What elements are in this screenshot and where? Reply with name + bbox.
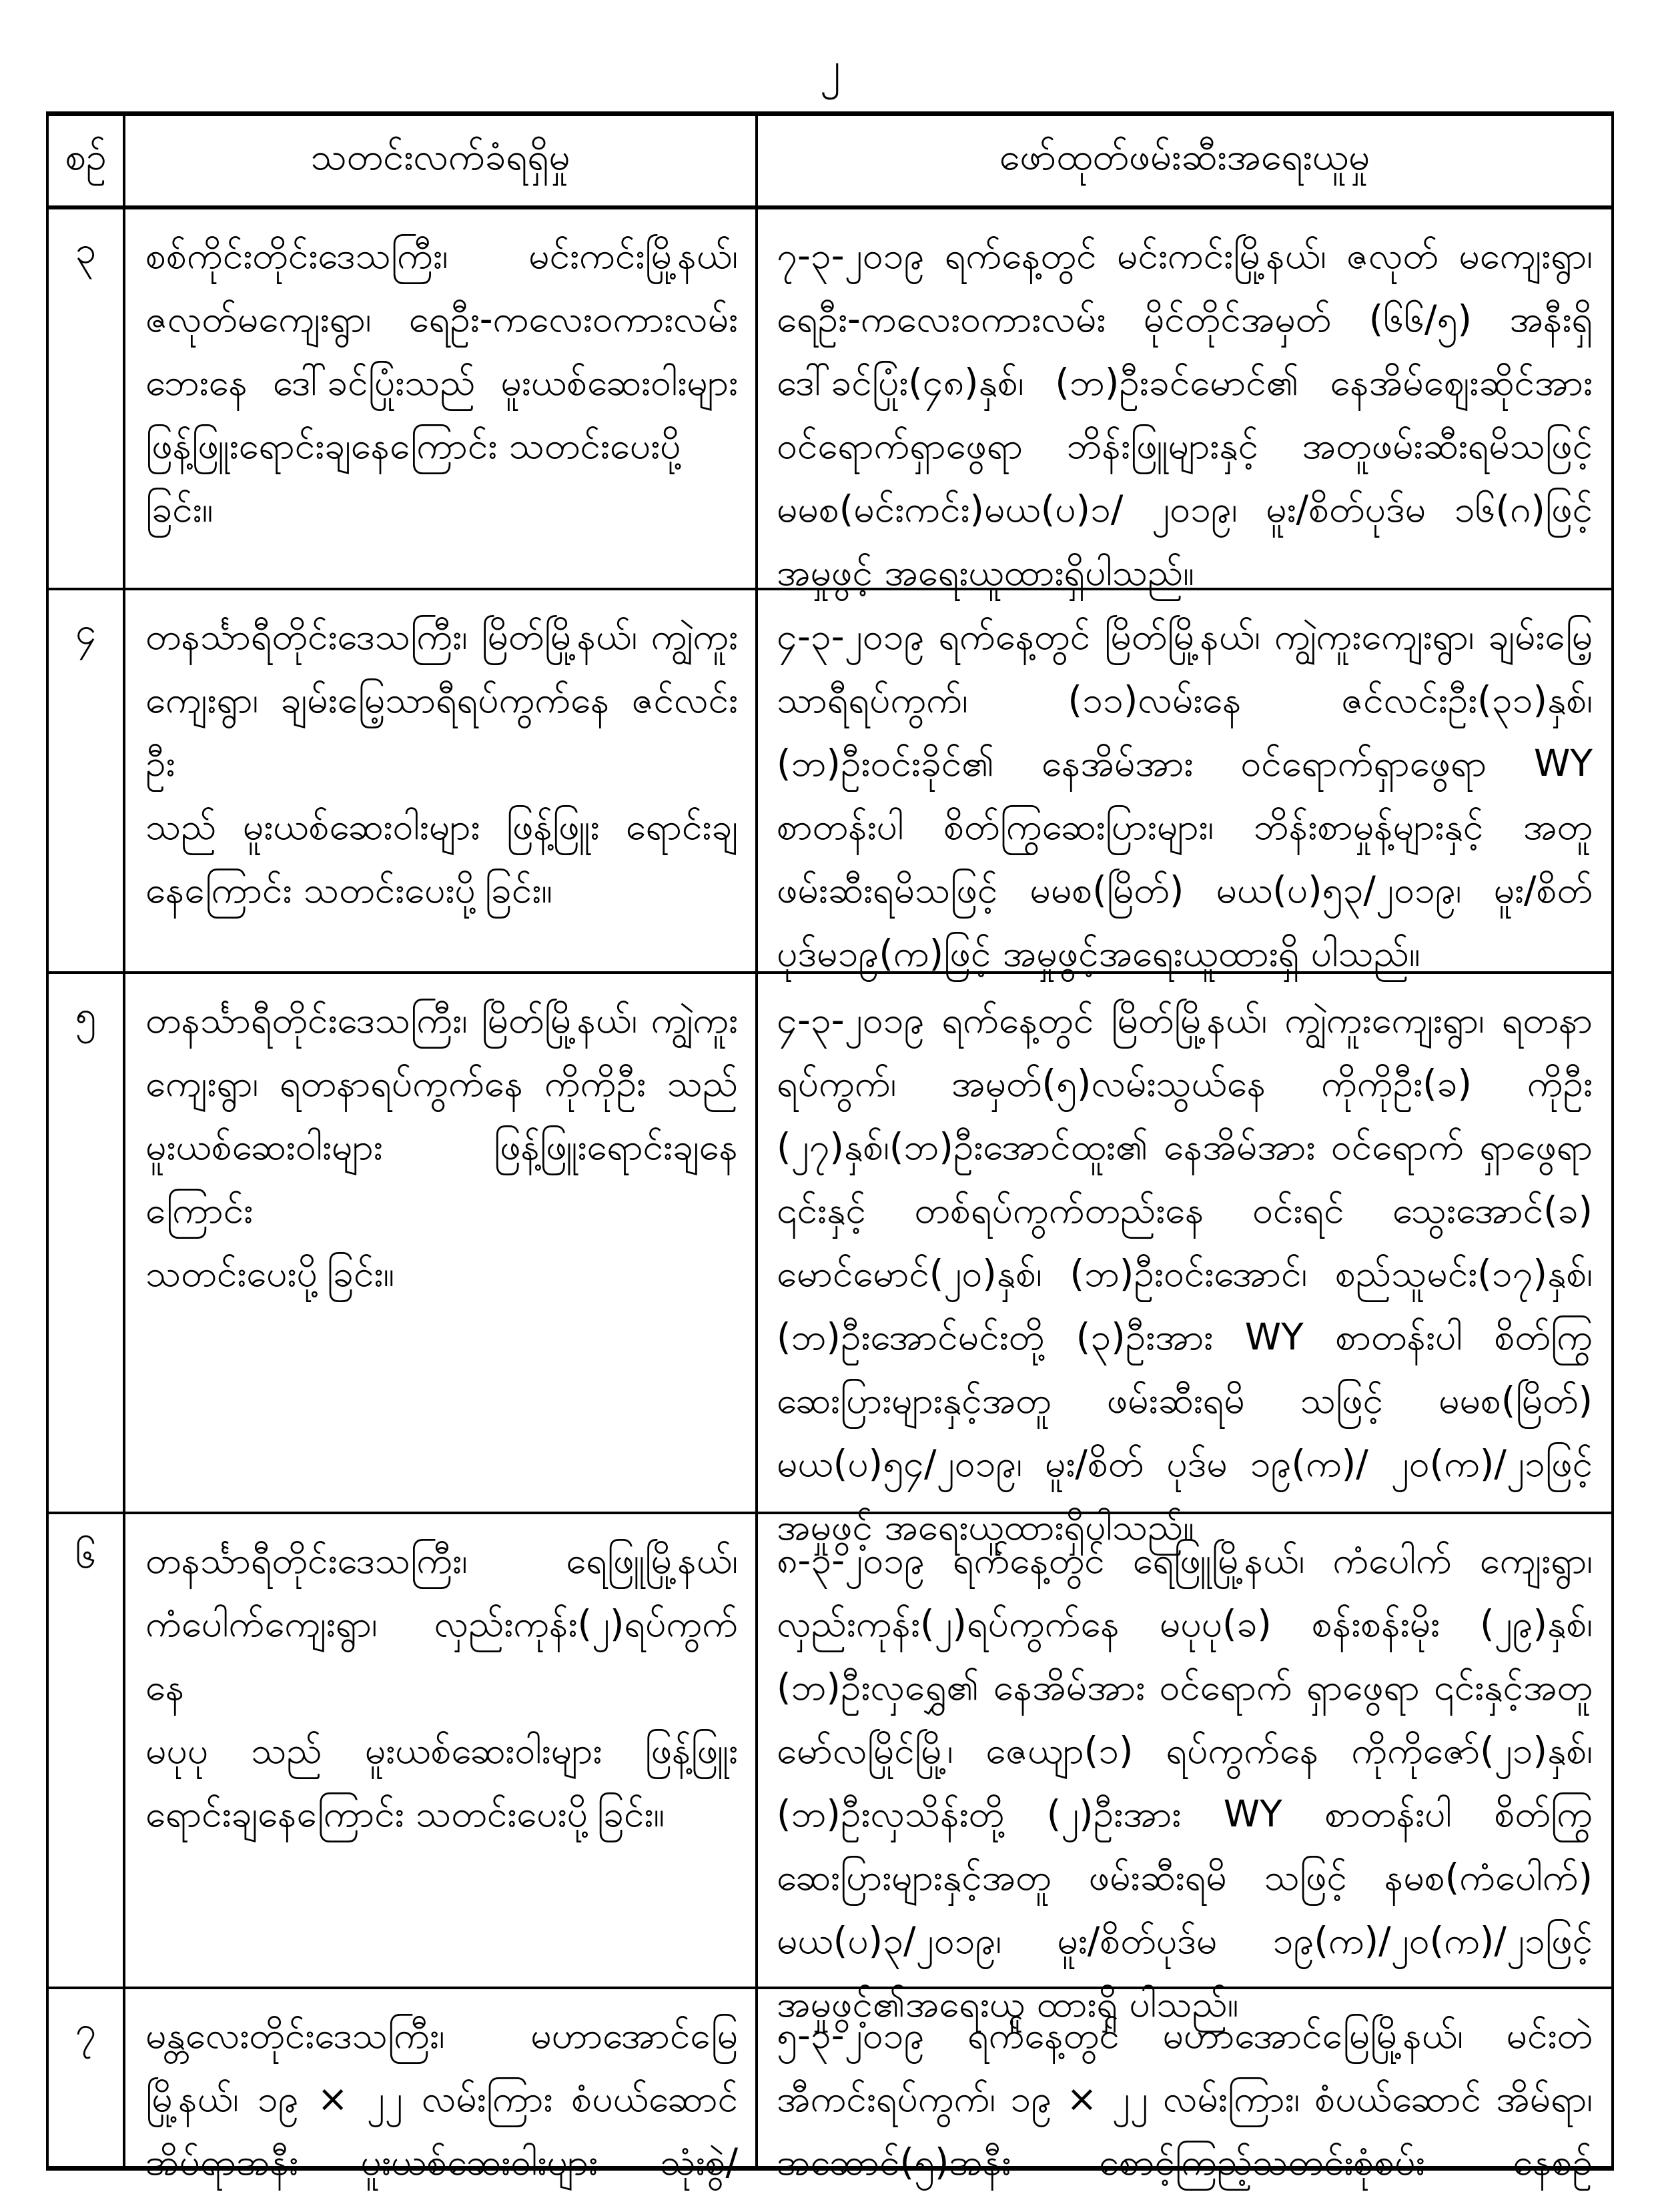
text-line: ပုဒ်မ၁၉(က)ဖြင့် အမှုဖွင့်အရေးယူထားရှိ ပါသည်။ [777,932,1420,975]
news-received-cell [125,1989,758,2183]
text-line: ရေဦး-ကလေးဝကားလမ်း မိုင်တိုင်အမှတ် (၆၆/၅) အနီးရှိ [777,298,1593,340]
text-line: လှည်းကုန်း(၂)ရပ်ကွက်နေ မပုပု(ခ) စန်းစန်းမိုး (၂၉)နှစ်၊ [777,1602,1593,1645]
table-row [49,1989,1611,2183]
text-line: သာရီရပ်ကွက်၊ (၁၁)လမ်းနေ ဇင်လင်းဦး(၃၁)နှစ်၊ [777,678,1593,721]
header-serial: စဉ် [49,116,125,205]
text-line: ဇလုတ်မကျေးရွာ၊ ရေဦး-ကလေးဝကားလမ်း [145,298,738,340]
report-table [46,111,1614,2183]
text-line: စာတန်းပါ စိတ်ကြွဆေးပြားများ၊ ဘိန်းစာမှုန့်များနှင့် အတူ [777,805,1593,848]
page-number: ၂ [819,43,841,91]
text-line: အဆောင်(၅)အနီး စောင့်ကြည့်သတင်းစုံစမ်း နေစဉ် [777,2141,1593,2183]
text-line: အမှုဖွင့် အရေးယူထားရှိပါသည်။ [777,1506,1194,1548]
text-line: အိမ်ရာအနီး မူးယစ်ဆေးဝါးများ သုံးစွဲ/ [145,2141,738,2183]
text-line: ၄-၃-၂၀၁၉ ရက်နေ့တွင် မြိတ်မြို့နယ်၊ ကျွဲကူးကျေးရွာ၊ ရတနာ [777,999,1593,1041]
news-received-cell [125,974,758,1512]
text-line: ၈-၃-၂၀၁၉ ရက်နေ့တွင် ရေဖြူမြို့နယ်၊ ကံပေါက် ကျေးရွာ၊ [777,1539,1593,1582]
text-line: တနင်္သာရီတိုင်းဒေသကြီး၊ မြိတ်မြို့နယ်၊ ကျွဲကူး [145,999,738,1041]
text-line: မန္တလေးတိုင်းဒေသကြီး၊ မဟာအောင်မြေ [145,2014,738,2057]
table-row [49,590,1611,974]
text-line: ၅-၃-၂၀၁၉ ရက်နေ့တွင် မဟာအောင်မြေမြို့နယ်၊ မင်းတဲ [777,2014,1593,2057]
table-row [49,209,1611,594]
text-line: ဖမ်းဆီးရမိသဖြင့် မမစ(မြိတ်) မယ(ပ)၅၃/၂၀၁၉၊ မူး/စိတ် [777,869,1593,911]
text-line: မောင်မောင်(၂၀)နှစ်၊ (ဘ)ဦးဝင်းအောင်၊ စည်သူမင်း(၁၇)နှစ်၊ [777,1252,1593,1295]
text-line: တနင်္သာရီတိုင်းဒေသကြီး၊ ရေဖြူမြို့နယ်၊ [145,1539,738,1582]
arrest-action-cell [758,974,1611,1548]
text-line: မူးယစ်ဆေးဝါးများ ဖြန့်ဖြူးရောင်းချနေကြောင်း [145,1125,738,1231]
text-line: သတင်းပေးပို့ခြင်း။ [145,1252,394,1295]
text-line: ဝင်ရောက်ရှာဖွေရာ ဘိန်းဖြူများနှင့် အတူဖမ်းဆီးရမိသဖြင့် [777,424,1593,467]
text-line: မယ(ပ)၅၄/၂၀၁၉၊ မူး/စိတ် ပုဒ်မ ၁၉(က)/ ၂၀(က)/၂၁ဖြင့် [777,1442,1593,1485]
text-line: နေကြောင်း သတင်းပေးပို့ခြင်း။ [145,869,552,911]
text-line: (၂၇)နှစ်၊(ဘ)ဦးအောင်ထူး၏ နေအိမ်အား ဝင်ရောက် ရှာဖွေရာ [777,1125,1593,1168]
text-line: ၇-၃-၂၀၁၉ ရက်နေ့တွင် မင်းကင်းမြို့နယ်၊ ဇလုတ် မကျေးရွာ၊ [777,234,1593,277]
news-received-cell [125,590,758,971]
text-line: ဒေါ်ခင်ပြုံး(၄၈)နှစ်၊ (ဘ)ဦးခင်မောင်၏ နေအိမ်ဈေးဆိုင်အား [777,361,1593,404]
row-serial: ၅ [49,974,125,1512]
header-arrest-action: ဖော်ထုတ်ဖမ်းဆီးအရေးယူမှု [999,135,1370,179]
text-line: ဘေးနေ ဒေါ်ခင်ပြုံးသည် မူးယစ်ဆေးဝါးများ [145,361,738,404]
text-line: မပုပု သည် မူးယစ်ဆေးဝါးများ ဖြန့်ဖြူး [145,1729,738,1772]
text-line: ကျေးရွာ၊ ချမ်းမြေ့သာရီရပ်ကွက်နေ ဇင်လင်းဦး [145,678,738,784]
text-line: ရပ်ကွက်၊ အမှတ်(၅)လမ်းသွယ်နေ ကိုကိုဦး(ခ) ကိုဦး [777,1062,1593,1105]
text-line: ကျေးရွာ၊ ရတနာရပ်ကွက်နေ ကိုကိုဦး သည် [145,1062,738,1105]
news-received-cell [125,1514,758,1987]
text-line: ၄-၃-၂၀၁၉ ရက်နေ့တွင် မြိတ်မြို့နယ်၊ ကျွဲကူးကျေးရွာ၊ ချမ်းမြေ့ [777,615,1593,658]
text-line: စစ်ကိုင်းတိုင်းဒေသကြီး၊ မင်းကင်းမြို့နယ်၊ [145,234,738,277]
table-row [49,974,1611,1548]
text-line: ရောင်းချနေကြောင်း သတင်းပေးပို့ခြင်း။ [145,1792,665,1835]
text-line: မမစ(မင်းကင်း)မယ(ပ)၁/ ၂၀၁၉၊ မူး/စိတ်ပုဒ်မ ၁၆(ဂ)ဖြင့် [777,488,1593,530]
text-line: ဆေးပြားများနှင့်အတူ ဖမ်းဆီးရမိ သဖြင့် နမစ(ကံပေါက်) [777,1856,1593,1898]
text-line: မြို့နယ်၊ ၁၉ × ၂၂ လမ်းကြား စံပယ်ဆောင် [145,2077,738,2120]
row-serial: ၃ [49,209,125,588]
news-received-cell [125,209,758,588]
text-line: ၎င်းနှင့် တစ်ရပ်ကွက်တည်းနေ ဝင်းရင် သွေးအောင်(ခ) [777,1189,1593,1231]
text-line: (ဘ)ဦးဝင်းခိုင်၏ နေအိမ်အား ဝင်ရောက်ရှာဖွေရာ WY [777,742,1593,784]
table-header-row [49,116,1611,209]
text-line: အမှုဖွင့် အရေးယူထားရှိပါသည်။ [777,551,1194,594]
text-line: တနင်္သာရီတိုင်းဒေသကြီး၊ မြိတ်မြို့နယ်၊ ကျွဲကူး [145,615,738,658]
arrest-action-cell [758,1514,1611,2025]
text-line: အမှုဖွင့်၏အရေးယူ ထားရှိ ပါသည်။ [777,1983,1239,2025]
text-line: မယ(ပ)၃/၂၀၁၉၊ မူး/စိတ်ပုဒ်မ ၁၉(က)/၂၀(က)/၂၁ဖြင့် [777,1919,1593,1962]
arrest-action-cell [758,590,1611,975]
table-row [49,1514,1611,2025]
text-line: သည် မူးယစ်ဆေးဝါးများ ဖြန့်ဖြူး ရောင်းချ [145,805,738,848]
row-serial: ၆ [49,1514,125,1987]
header-news-received: သတင်းလက်ခံရရှိမှု [125,116,758,205]
text-line: ဖြန့်ဖြူးရောင်းချနေကြောင်း သတင်းပေးပို့ခြင်း။ [145,424,681,530]
text-line: ကံပေါက်ကျေးရွာ၊ လှည်းကုန်း(၂)ရပ်ကွက် နေ [145,1602,738,1708]
text-line: အီကင်းရပ်ကွက်၊ ၁၉ × ၂၂ လမ်းကြား၊ စံပယ်ဆောင် အိမ်ရာ၊ [777,2077,1593,2120]
text-line: (ဘ)ဦးအောင်မင်းတို့ (၃)ဦးအား WY စာတန်းပါ စိတ်ကြွ [777,1315,1593,1358]
arrest-action-cell [758,1989,1611,2183]
arrest-action-cell [758,209,1611,594]
row-serial: ၄ [49,590,125,971]
text-line: (ဘ)ဦးလှရွှေ၏ နေအိမ်အား ဝင်ရောက် ရှာဖွေရာ ၎င်းနှင့်အတူ [777,1666,1593,1708]
text-line: မော်လမြိုင်မြို့၊ ဇေယျာ(၁) ရပ်ကွက်နေ ကိုကိုဇော်(၂၁)နှစ်၊ [777,1729,1593,1772]
row-serial: ၇ [49,1989,125,2166]
text-line: ဆေးပြားများနှင့်အတူ ဖမ်းဆီးရမိ သဖြင့် မမစ(မြိတ်) [777,1379,1593,1422]
text-line: (ဘ)ဦးလှသိန်းတို့ (၂)ဦးအား WY စာတန်းပါ စိတ်ကြွ [777,1792,1593,1835]
